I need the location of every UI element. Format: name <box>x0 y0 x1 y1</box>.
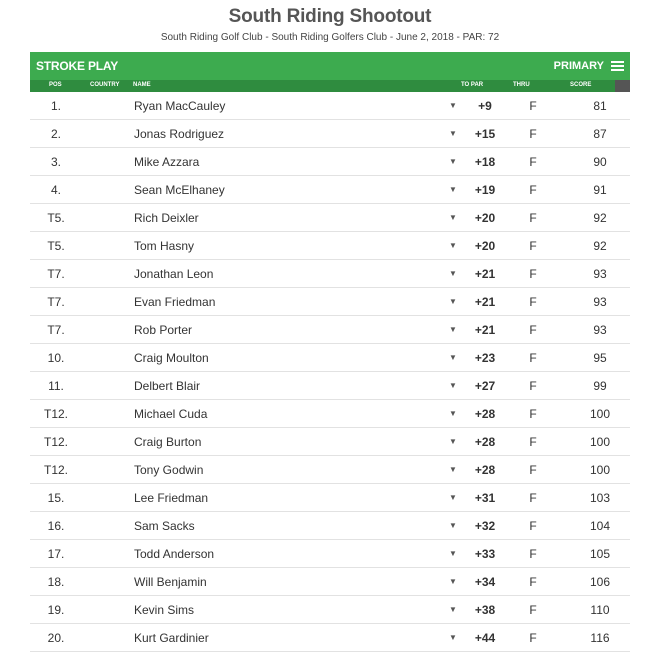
score-cell: 100 <box>589 463 611 477</box>
thru-cell: F <box>529 491 537 505</box>
expand-arrow-icon[interactable]: ▼ <box>449 521 457 530</box>
player-name-cell: Mike Azzara <box>134 155 200 169</box>
table-row[interactable] <box>30 372 630 400</box>
thru-cell: F <box>529 351 537 365</box>
expand-arrow-icon[interactable]: ▼ <box>449 493 457 502</box>
score-cell: 93 <box>593 295 607 309</box>
page-title: South Riding Shootout <box>228 6 432 27</box>
player-name-cell: Kurt Gardinier <box>134 631 209 645</box>
to-par-cell: +19 <box>474 183 496 197</box>
leaderboard-table-body <box>30 92 630 652</box>
position-cell: T7. <box>47 323 65 337</box>
thru-cell: F <box>529 547 537 561</box>
col-name: NAME <box>133 82 151 88</box>
to-par-cell: +34 <box>474 575 496 589</box>
position-cell: T5. <box>47 239 65 253</box>
to-par-cell: +20 <box>474 239 496 253</box>
col-pos: POS <box>49 82 62 88</box>
position-cell: T12. <box>43 407 68 421</box>
col-score: SCORE <box>570 82 592 88</box>
position-cell: 15. <box>47 491 65 505</box>
score-cell: 95 <box>593 351 607 365</box>
expand-arrow-icon[interactable]: ▼ <box>449 325 457 334</box>
expand-arrow-icon[interactable]: ▼ <box>449 549 457 558</box>
position-cell: T7. <box>47 295 65 309</box>
score-cell: 100 <box>589 435 611 449</box>
player-name-cell: Kevin Sims <box>134 603 195 617</box>
score-cell: 104 <box>589 519 611 533</box>
table-row[interactable] <box>30 568 630 596</box>
table-row[interactable] <box>30 428 630 456</box>
score-cell: 87 <box>593 127 607 141</box>
score-cell: 105 <box>589 547 611 561</box>
table-row[interactable] <box>30 120 630 148</box>
player-name-cell: Jonas Rodriguez <box>134 127 225 141</box>
expand-arrow-icon[interactable]: ▼ <box>449 213 457 222</box>
score-cell: 110 <box>590 603 610 617</box>
hamburger-menu-icon <box>611 61 624 71</box>
table-row[interactable] <box>30 400 630 428</box>
thru-cell: F <box>529 463 537 477</box>
col-to-par: TO PAR <box>461 82 484 88</box>
expand-arrow-icon[interactable]: ▼ <box>449 241 457 250</box>
to-par-cell: +20 <box>474 211 496 225</box>
player-name-cell: Craig Moulton <box>134 351 209 365</box>
score-cell: 100 <box>589 407 611 421</box>
thru-cell: F <box>529 435 537 449</box>
player-name-cell: Michael Cuda <box>134 407 208 421</box>
position-cell: 11. <box>48 379 64 393</box>
to-par-cell: +27 <box>474 379 496 393</box>
score-cell: 93 <box>593 267 607 281</box>
to-par-cell: +38 <box>474 603 496 617</box>
thru-cell: F <box>529 379 537 393</box>
table-row[interactable] <box>30 288 630 316</box>
expand-arrow-icon[interactable]: ▼ <box>449 577 457 586</box>
expand-arrow-icon[interactable]: ▼ <box>449 129 457 138</box>
table-row[interactable] <box>30 92 630 120</box>
expand-arrow-icon[interactable]: ▼ <box>449 633 457 642</box>
position-cell: 17. <box>47 547 65 561</box>
to-par-cell: +23 <box>474 351 496 365</box>
player-name-cell: Rich Deixler <box>134 211 199 225</box>
table-row[interactable] <box>30 232 630 260</box>
expand-arrow-icon[interactable]: ▼ <box>449 353 457 362</box>
to-par-cell: +21 <box>474 295 496 309</box>
score-cell: 106 <box>589 575 611 589</box>
score-cell: 90 <box>593 155 607 169</box>
expand-arrow-icon[interactable]: ▼ <box>449 185 457 194</box>
primary-label: PRIMARY <box>553 60 604 72</box>
expand-arrow-icon[interactable]: ▼ <box>449 381 457 390</box>
position-cell: 16. <box>47 519 65 533</box>
player-name-cell: Sam Sacks <box>134 519 195 533</box>
to-par-cell: +31 <box>474 491 496 505</box>
table-row[interactable] <box>30 596 630 624</box>
to-par-cell: +28 <box>474 407 496 421</box>
player-name-cell: Delbert Blair <box>134 379 201 393</box>
to-par-cell: +32 <box>474 519 496 533</box>
event-subtitle: South Riding Golf Club - South Riding Golfers Club - June 2, 2018 - PAR: 72 <box>160 32 500 43</box>
table-row[interactable] <box>30 624 630 652</box>
stroke-play-label: STROKE PLAY <box>36 59 119 73</box>
leaderboard-header-bar <box>30 52 630 80</box>
position-cell: 1. <box>50 99 61 113</box>
player-name-cell: Sean McElhaney <box>134 183 225 197</box>
thru-cell: F <box>529 631 537 645</box>
table-row[interactable] <box>30 316 630 344</box>
position-cell: T12. <box>43 463 68 477</box>
position-cell: 20. <box>47 631 65 645</box>
position-cell: 18. <box>47 575 65 589</box>
table-row[interactable] <box>30 540 630 568</box>
player-name-cell: Jonathan Leon <box>134 267 214 281</box>
expand-arrow-icon[interactable]: ▼ <box>449 157 457 166</box>
thru-cell: F <box>529 183 537 197</box>
score-cell: 91 <box>593 183 607 197</box>
expand-arrow-icon[interactable]: ▼ <box>449 101 457 110</box>
thru-cell: F <box>529 575 537 589</box>
position-cell: 4. <box>50 183 61 197</box>
score-cell: 92 <box>593 239 607 253</box>
score-cell: 92 <box>593 211 607 225</box>
table-row[interactable] <box>30 148 630 176</box>
position-cell: 2. <box>50 127 61 141</box>
to-par-cell: +9 <box>478 99 492 113</box>
score-cell: 116 <box>590 631 610 645</box>
to-par-cell: +33 <box>474 547 496 561</box>
thru-cell: F <box>529 99 537 113</box>
position-cell: T5. <box>47 211 65 225</box>
to-par-cell: +28 <box>474 463 496 477</box>
thru-cell: F <box>529 155 537 169</box>
position-cell: 10. <box>47 351 65 365</box>
table-row[interactable] <box>30 456 630 484</box>
primary-menu-button[interactable] <box>554 58 624 74</box>
table-row[interactable] <box>30 484 630 512</box>
thru-cell: F <box>529 211 537 225</box>
thru-cell: F <box>529 267 537 281</box>
player-name-cell: Rob Porter <box>134 323 193 337</box>
score-cell: 103 <box>589 491 611 505</box>
expand-arrow-icon[interactable]: ▼ <box>449 605 457 614</box>
expand-arrow-icon[interactable]: ▼ <box>449 409 457 418</box>
player-name-cell: Lee Friedman <box>134 491 209 505</box>
player-name-cell: Evan Friedman <box>134 295 216 309</box>
player-name-cell: Ryan MacCauley <box>134 99 226 113</box>
position-cell: 19. <box>47 603 65 617</box>
expand-arrow-icon[interactable]: ▼ <box>449 465 457 474</box>
player-name-cell: Tony Godwin <box>134 463 204 477</box>
expand-arrow-icon[interactable]: ▼ <box>449 437 457 446</box>
col-country: COUNTRY <box>90 82 120 88</box>
thru-cell: F <box>529 519 537 533</box>
player-name-cell: Craig Burton <box>134 435 202 449</box>
table-row[interactable] <box>30 176 630 204</box>
score-cell: 81 <box>593 99 607 113</box>
score-cell: 93 <box>593 323 607 337</box>
score-cell: 99 <box>593 379 607 393</box>
col-thru: THRU <box>513 82 530 88</box>
position-cell: T12. <box>43 435 68 449</box>
expand-arrow-icon[interactable]: ▼ <box>449 269 457 278</box>
player-name-cell: Will Benjamin <box>134 575 207 589</box>
to-par-cell: +21 <box>474 323 496 337</box>
thru-cell: F <box>529 323 537 337</box>
to-par-cell: +18 <box>474 155 496 169</box>
player-name-cell: Todd Anderson <box>134 547 215 561</box>
table-row[interactable] <box>30 204 630 232</box>
thru-cell: F <box>529 295 537 309</box>
thru-cell: F <box>529 239 537 253</box>
to-par-cell: +21 <box>474 267 496 281</box>
scrollbar-corner <box>615 80 630 92</box>
player-name-cell: Tom Hasny <box>134 239 195 253</box>
table-row[interactable] <box>30 260 630 288</box>
to-par-cell: +44 <box>474 631 496 645</box>
thru-cell: F <box>529 603 537 617</box>
table-row[interactable] <box>30 512 630 540</box>
thru-cell: F <box>529 127 537 141</box>
column-header-row <box>30 80 630 92</box>
table-row[interactable] <box>30 344 630 372</box>
to-par-cell: +28 <box>474 435 496 449</box>
position-cell: 3. <box>50 155 61 169</box>
to-par-cell: +15 <box>474 127 496 141</box>
expand-arrow-icon[interactable]: ▼ <box>449 297 457 306</box>
position-cell: T7. <box>47 267 65 281</box>
thru-cell: F <box>529 407 537 421</box>
